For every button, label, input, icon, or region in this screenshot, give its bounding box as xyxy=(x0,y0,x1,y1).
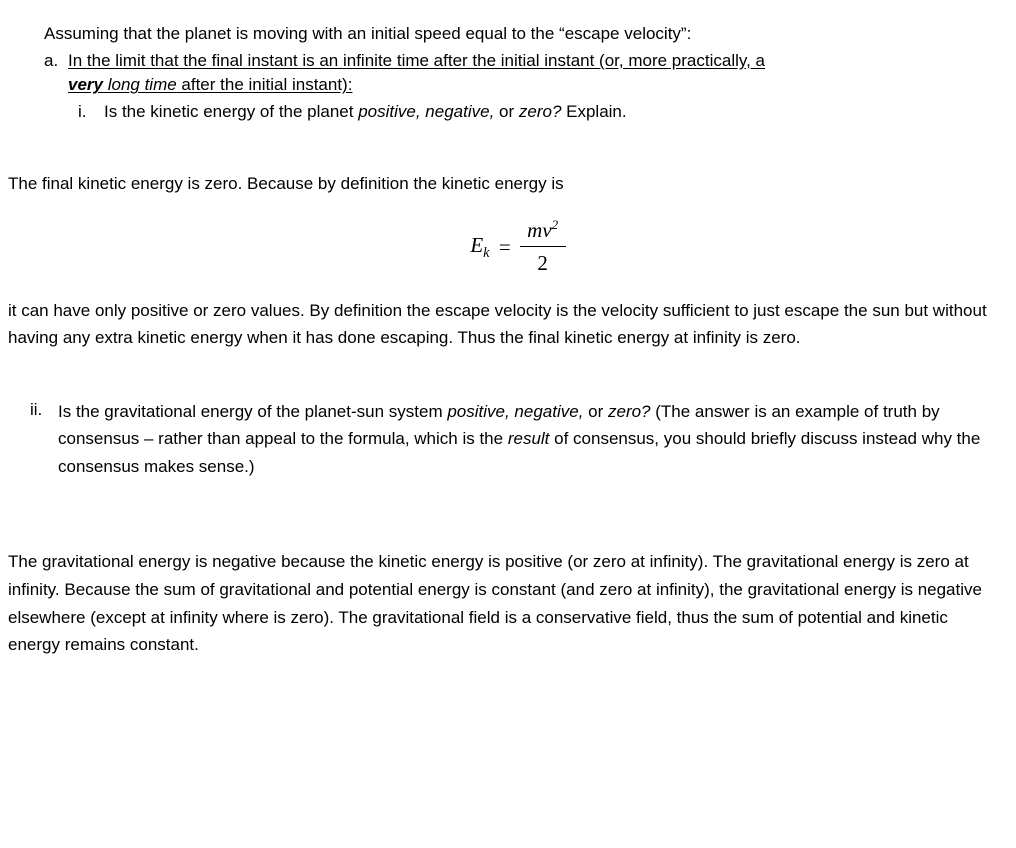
spacer xyxy=(8,125,998,171)
equation-numerator-base: mv xyxy=(527,217,552,242)
equation-equals: = xyxy=(497,234,512,259)
equation-denominator: 2 xyxy=(537,251,548,276)
item-ii-emphasis-1: positive, negative, xyxy=(447,401,584,421)
item-a-line2-rest: after the initial instant): xyxy=(176,75,353,95)
answer-paragraph-3: The gravitational energy is negative because the kinetic energy is positive (or zero at infinity). The gravitational energy is zero at infinity. Because the sum of gravitational and potential energy is constant (and zero at infinity), the gravitational energy is negative elsewhere (except at infinity where is zero). The gravitational field is a conservative field, thus the sum of potential and kinetic energy remains constant. xyxy=(8,552,982,655)
list-item-i xyxy=(78,100,998,125)
spacer-2 xyxy=(8,352,998,398)
list-item-a xyxy=(44,49,998,98)
item-i-emphasis-2: zero? xyxy=(518,101,562,121)
equation-lhs xyxy=(470,230,489,264)
item-ii-text-4: of consensus, you should briefly discuss instead why the consensus makes sense.) xyxy=(58,429,981,476)
list-item-ii-body xyxy=(58,398,998,481)
list-marker-ii: ii. xyxy=(30,399,43,419)
item-i-emphasis-1: positive, negative, xyxy=(358,101,495,121)
equation-numerator xyxy=(521,215,564,246)
item-i-text-before: Is the kinetic energy of the planet xyxy=(104,101,359,121)
list-item-ii xyxy=(30,398,998,481)
kinetic-energy-equation xyxy=(8,215,998,279)
spacer-4 xyxy=(8,526,998,548)
list-marker-a: a. xyxy=(44,50,59,70)
equation-numerator-exponent: 2 xyxy=(551,216,559,232)
list-item-a-body xyxy=(68,49,998,98)
equation-lhs-subscript: k xyxy=(483,245,490,262)
equation-fraction xyxy=(520,215,566,279)
item-a-italic-longtime: long time xyxy=(102,75,177,95)
list-marker-i: i. xyxy=(78,101,87,121)
answer-paragraph-1: The final kinetic energy is zero. Because by definition the kinetic energy is xyxy=(8,173,564,193)
item-ii-text-1: Is the gravitational energy of the planet-sun system xyxy=(58,401,448,421)
item-ii-emphasis-3: result xyxy=(507,429,550,449)
spacer-3 xyxy=(8,480,998,526)
list-item-i-body xyxy=(104,100,998,125)
item-a-line1: In the limit that the final instant is an infinite time after the initial instant (or, more practically, a xyxy=(68,50,766,70)
item-ii-emphasis-2: zero? xyxy=(607,401,651,421)
item-ii-text-3: (The answer is an example of truth by consensus – rather than appeal to the formula, which is the xyxy=(58,401,940,449)
prompt-intro: Assuming that the planet is moving with an initial speed equal to the “escape velocity”: xyxy=(44,24,692,43)
answer-paragraph-2: it can have only positive or zero values. By definition the escape velocity is the velocity sufficient to just escape the sun but without having any extra kinetic energy when it has done escaping. Thus the final kinetic energy at infinity is zero. xyxy=(8,300,987,348)
item-i-text-after: Explain. xyxy=(561,101,627,121)
item-a-emphasis-very: very xyxy=(68,75,103,95)
item-i-text-mid: or xyxy=(494,101,519,121)
item-ii-text-2: or xyxy=(583,401,608,421)
equation-lhs-symbol: E xyxy=(470,232,484,257)
